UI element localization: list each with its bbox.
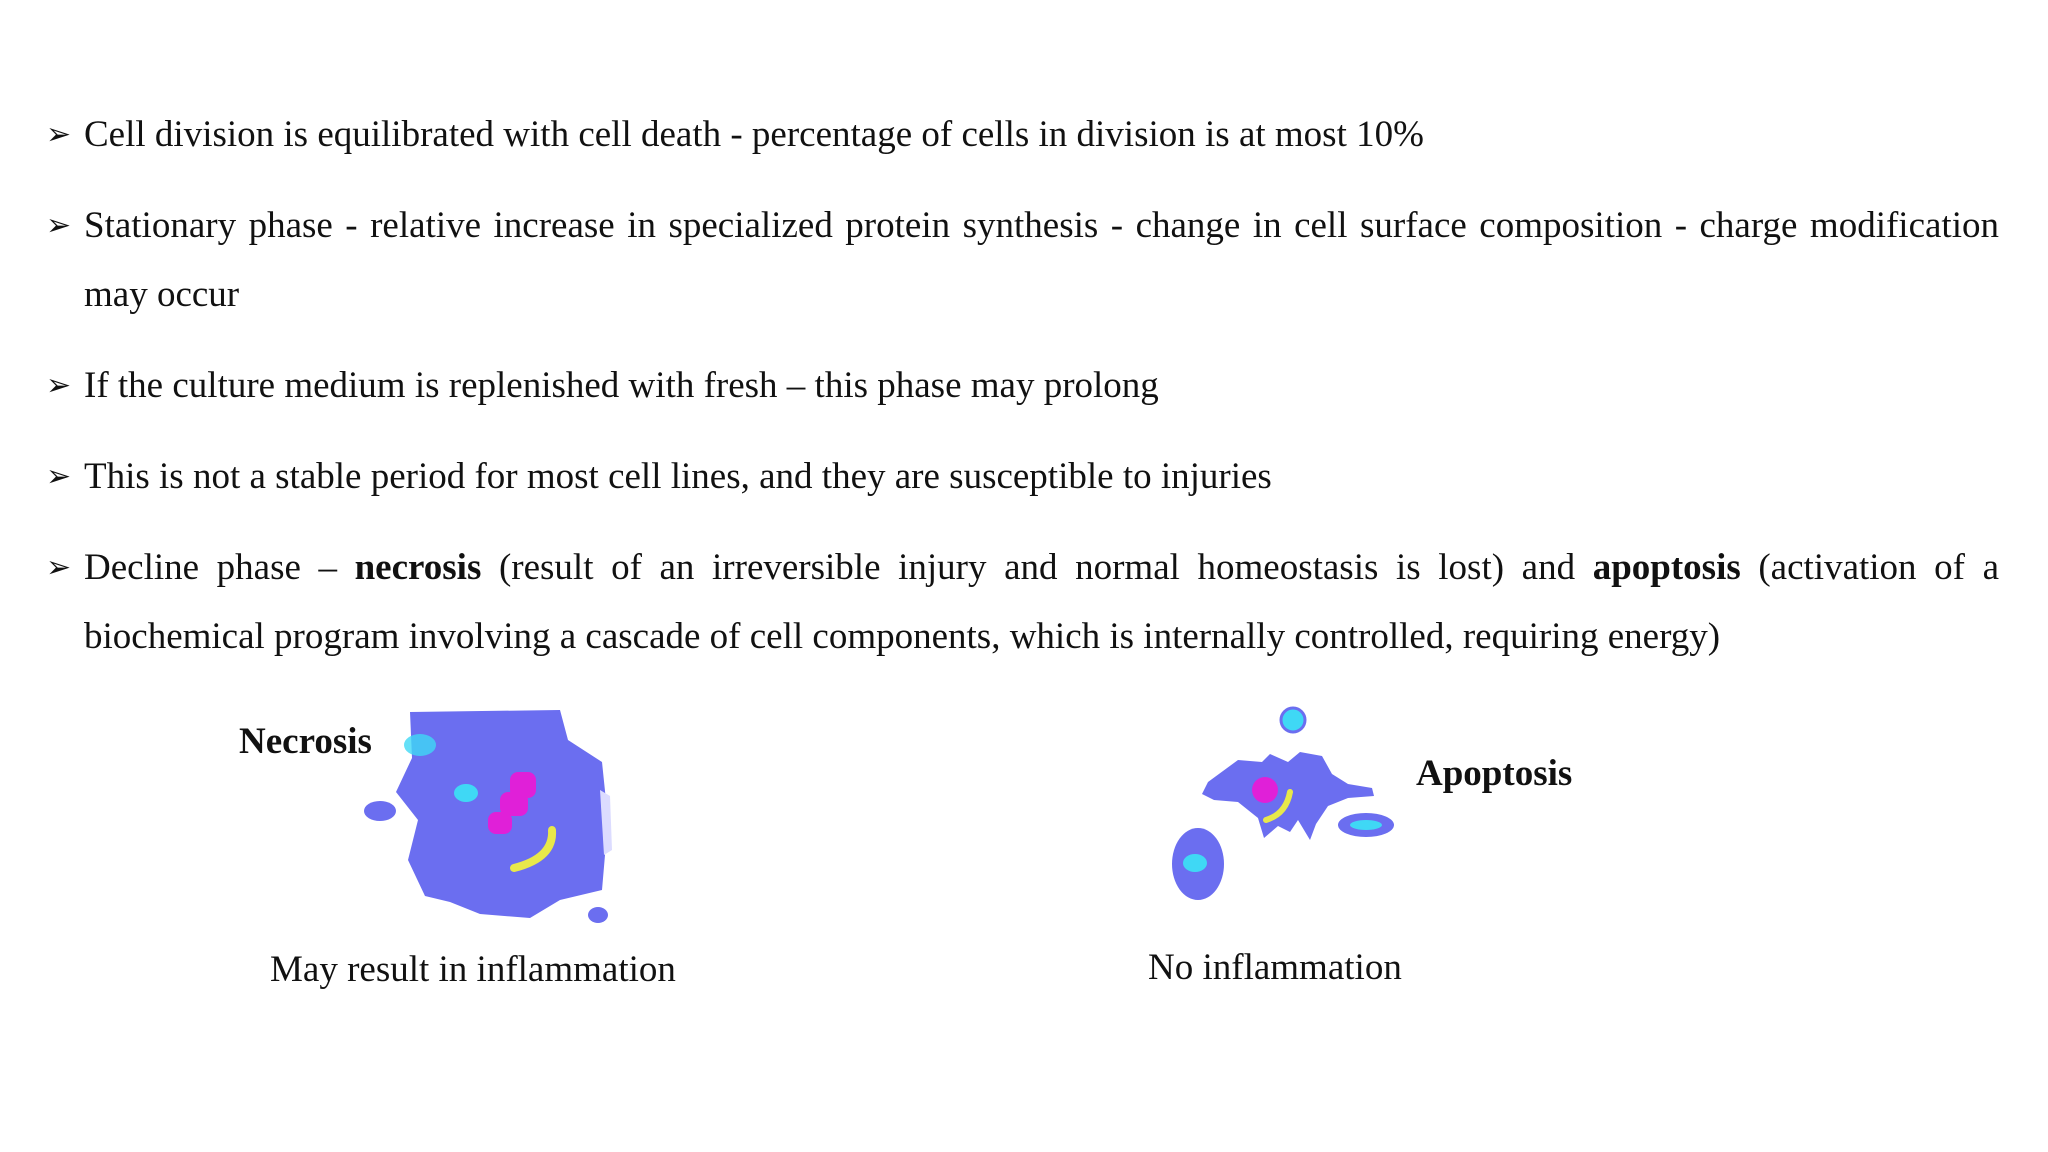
arrowhead-bullet-icon: ➢	[46, 459, 72, 494]
cyan-vesicle	[404, 734, 436, 756]
necrosis-figure	[230, 700, 730, 1000]
arrowhead-bullet-icon: ➢	[46, 208, 72, 243]
fragmented-nucleus	[488, 812, 512, 834]
debris-fragment	[588, 907, 608, 923]
apoptosis-caption: No inflammation	[1148, 947, 1402, 988]
apoptosis-term: apoptosis	[1592, 547, 1741, 588]
bullet-item	[46, 533, 1999, 671]
cyan-vesicle	[1183, 854, 1207, 872]
cyan-vesicle	[454, 784, 478, 802]
arrowhead-bullet-icon: ➢	[46, 117, 72, 152]
bullet-text-segment: Decline phase –	[84, 547, 355, 588]
bullet-item	[46, 100, 1999, 169]
bullet-item	[46, 191, 1999, 329]
condensed-nucleus	[1252, 777, 1278, 803]
apoptosis-figure	[1140, 690, 1640, 1000]
debris-fragment	[364, 801, 396, 821]
bullet-text: Cell division is equilibrated with cell death - percentage of cells in division is at most 10%	[84, 114, 1424, 155]
apoptosis-cell-illustration	[1140, 690, 1440, 930]
apoptosis-label: Apoptosis	[1416, 753, 1573, 794]
bullet-text-segment: (activation of a biochemical program involving a cascade of cell components, which is internally controlled, requiring energy)	[84, 547, 2000, 657]
arrowhead-bullet-icon: ➢	[46, 368, 72, 403]
bullet-item	[46, 442, 1999, 511]
bullet-text: If the culture medium is replenished with fresh – this phase may prolong	[84, 365, 1159, 406]
cyan-vesicle	[1350, 820, 1382, 830]
necrosis-label: Necrosis	[239, 721, 372, 762]
bullet-text-segment: (result of an irreversible injury and normal homeostasis is lost) and	[481, 547, 1593, 588]
bullet-text: This is not a stable period for most cell lines, and they are susceptible to injuries	[84, 456, 1272, 497]
bullet-list	[46, 100, 1999, 693]
necrosis-term: necrosis	[354, 547, 482, 588]
bullet-text: Stationary phase - relative increase in specialized protein synthesis - change in cell surface composition - charge modification may occur	[84, 205, 1999, 315]
necrosis-caption: May result in inflammation	[270, 949, 676, 990]
arrowhead-bullet-icon: ➢	[46, 550, 72, 585]
bullet-item	[46, 351, 1999, 420]
apoptotic-body	[1281, 708, 1305, 732]
